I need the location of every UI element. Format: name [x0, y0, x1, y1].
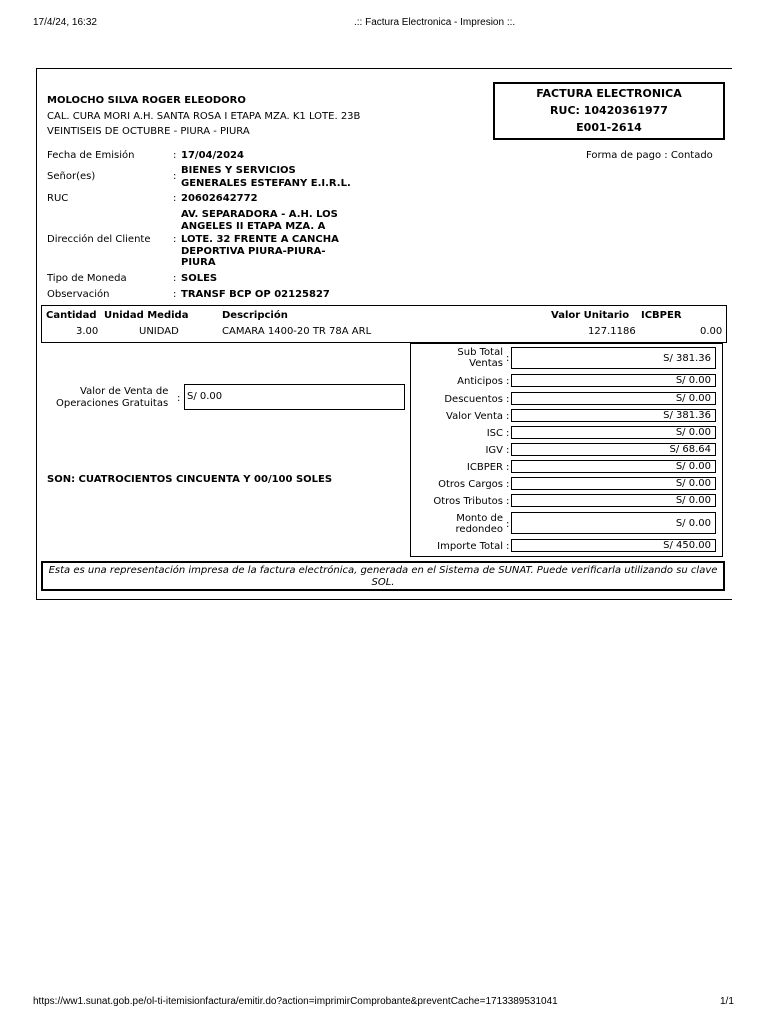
issuer-ruc: RUC: 10420361977 — [550, 104, 668, 117]
direccion-line: ANGELES II ETAPA MZA. A — [181, 221, 326, 232]
colon: : — [506, 428, 510, 439]
items-table — [41, 305, 727, 343]
col-header-icbper: ICBPER — [641, 310, 682, 321]
colon: : — [173, 289, 177, 300]
isc-value: S/ 0.00 — [511, 426, 716, 439]
colon: : — [506, 519, 510, 530]
colon: : — [506, 353, 510, 364]
total-label: Valor Venta — [446, 411, 503, 422]
document-type-box — [493, 82, 725, 140]
total-label: Anticipos — [457, 376, 503, 387]
col-header-cantidad: Cantidad — [46, 310, 97, 321]
total-label: Monto de redondeo — [455, 513, 503, 535]
colon: : — [173, 150, 177, 161]
senor-value-1: BIENES Y SERVICIOS — [181, 165, 296, 176]
colon: : — [173, 273, 177, 284]
direccion-label: Dirección del Cliente — [47, 234, 151, 245]
total-label: Sub Total Ventas — [457, 347, 503, 369]
totals-panel — [410, 343, 723, 557]
moneda-label: Tipo de Moneda — [47, 273, 127, 284]
colon: : — [177, 393, 181, 404]
importe-total-value: S/ 450.00 — [511, 539, 716, 552]
descuentos-value: S/ 0.00 — [511, 392, 716, 405]
total-label: ISC — [486, 428, 503, 439]
icbper-value: S/ 0.00 — [511, 460, 716, 473]
colon: : — [506, 541, 510, 552]
colon: : — [506, 479, 510, 490]
sunat-note: Esta es una representación impresa de la factura electrónica, generada en el Sistema de SUNAT. Puede verificarla utilizando su clave SOL. — [41, 561, 725, 591]
colon: : — [506, 496, 510, 507]
observacion-label: Observación — [47, 289, 110, 300]
colon: : — [506, 376, 510, 387]
total-label: ICBPER — [466, 462, 503, 473]
fecha-label: Fecha de Emisión — [47, 150, 135, 161]
document-number: E001-2614 — [576, 121, 642, 134]
redondeo-value: S/ 0.00 — [511, 512, 716, 534]
row-unidad: UNIDAD — [139, 326, 179, 337]
issuer-name: MOLOCHO SILVA ROGER ELEODORO — [47, 95, 246, 106]
colon: : — [173, 234, 177, 245]
ruc-label: RUC — [47, 193, 69, 204]
direccion-line: AV. SEPARADORA - A.H. LOS — [181, 209, 338, 220]
direccion-line: LOTE. 32 FRENTE A CANCHA — [181, 234, 339, 245]
total-label: Otros Tributos — [433, 496, 503, 507]
print-datetime: 17/4/24, 16:32 — [33, 17, 97, 28]
otros-cargos-value: S/ 0.00 — [511, 477, 716, 490]
ruc-value: 20602642772 — [181, 193, 258, 204]
forma-pago: Forma de pago : Contado — [586, 150, 713, 161]
senor-label: Señor(es) — [47, 171, 96, 182]
colon: : — [506, 445, 510, 456]
row-descripcion: CAMARA 1400-20 TR 78A ARL — [222, 326, 372, 337]
issuer-address-2: VEINTISEIS DE OCTUBRE - PIURA - PIURA — [47, 126, 250, 137]
col-header-unidad: Unidad Medida — [104, 310, 189, 321]
gratuitas-label-1: Valor de Venta de — [80, 386, 169, 397]
document-type: FACTURA ELECTRONICA — [536, 87, 682, 100]
igv-value: S/ 68.64 — [511, 443, 716, 456]
senor-value-2: GENERALES ESTEFANY E.I.R.L. — [181, 178, 351, 189]
total-label: Descuentos — [444, 394, 503, 405]
amount-in-words: SON: CUATROCIENTOS CINCUENTA Y 00/100 SOLES — [47, 474, 333, 485]
gratuitas-label-2: Operaciones Gratuitas — [56, 398, 169, 409]
total-label: Importe Total — [437, 541, 503, 552]
total-label: IGV — [485, 445, 503, 456]
total-label: Otros Cargos — [438, 479, 503, 490]
fecha-value: 17/04/2024 — [181, 150, 244, 161]
row-cantidad: 3.00 — [76, 326, 99, 337]
row-valor-unitario: 127.1186 — [588, 326, 636, 337]
colon: : — [173, 171, 177, 182]
colon: : — [506, 411, 510, 422]
moneda-value: SOLES — [181, 273, 218, 284]
observacion-value: TRANSF BCP OP 02125827 — [181, 289, 330, 300]
colon: : — [173, 193, 177, 204]
otros-tributos-value: S/ 0.00 — [511, 494, 716, 507]
print-url: https://ww1.sunat.gob.pe/ol-ti-itemisionfactura/emitir.do?action=imprimirComprobante&preventCache=1713389531041 — [33, 996, 558, 1007]
gratuitas-value: S/ 0.00 — [184, 384, 405, 410]
print-title: .:: Factura Electronica - Impresion ::. — [354, 17, 516, 28]
colon: : — [506, 462, 510, 473]
direccion-line: PIURA — [181, 257, 216, 268]
print-page-number: 1/1 — [720, 996, 734, 1007]
col-header-descripcion: Descripción — [222, 310, 288, 321]
colon: : — [506, 394, 510, 405]
issuer-address-1: CAL. CURA MORI A.H. SANTA ROSA I ETAPA MZA. K1 LOTE. 23B — [47, 111, 361, 122]
anticipos-value: S/ 0.00 — [511, 374, 716, 387]
direccion-line: DEPORTIVA PIURA-PIURA- — [181, 246, 326, 257]
col-header-valor-unitario: Valor Unitario — [551, 310, 630, 321]
valor-venta-value: S/ 381.36 — [511, 409, 716, 422]
row-icbper: 0.00 — [700, 326, 723, 337]
subtotal-value: S/ 381.36 — [511, 347, 716, 369]
